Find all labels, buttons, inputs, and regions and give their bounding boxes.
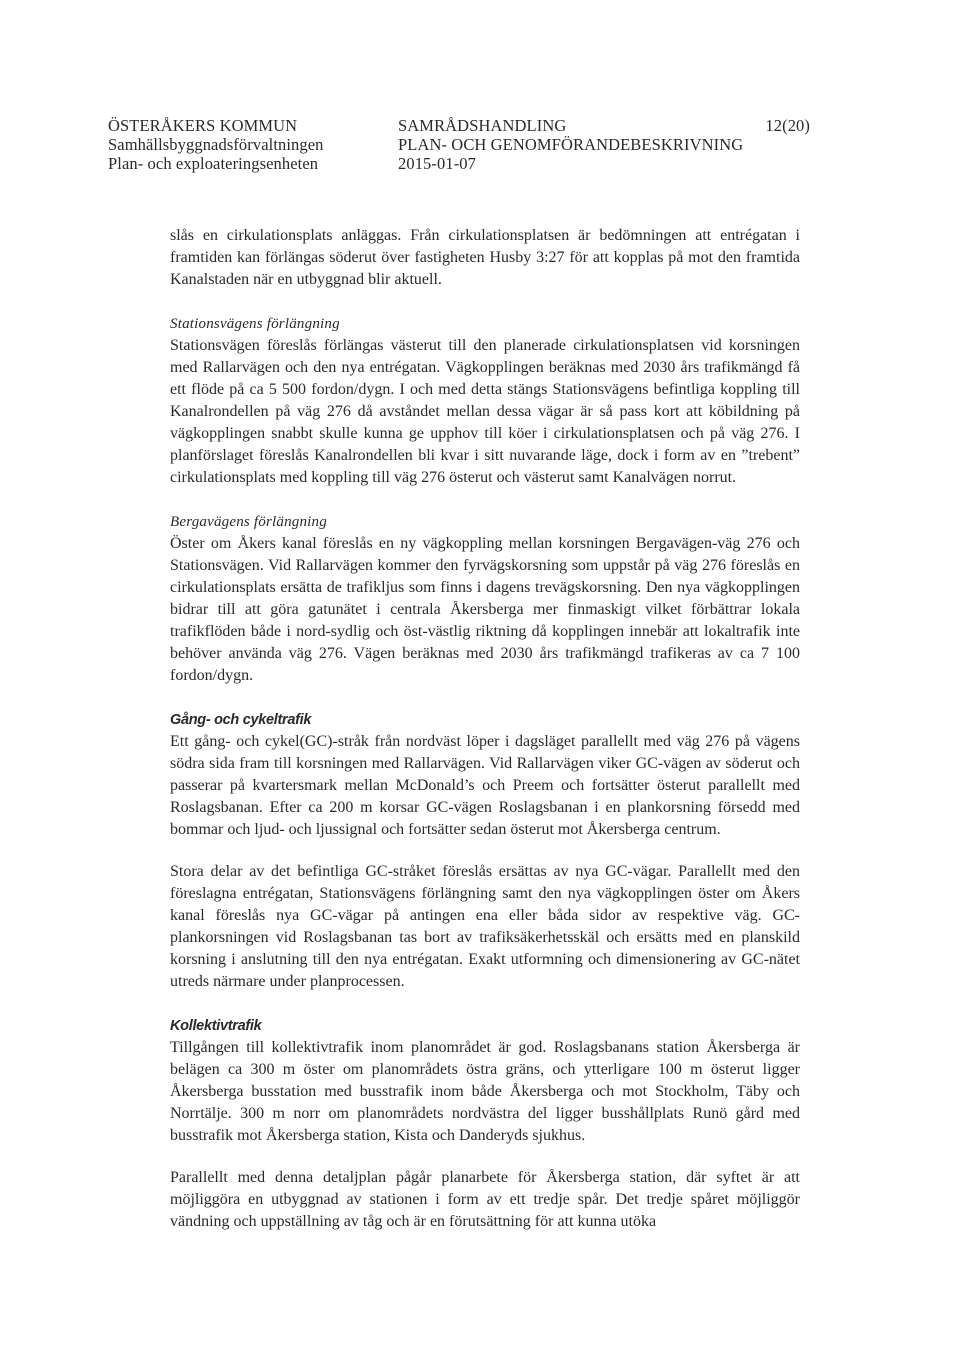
- header-right: [398, 116, 808, 173]
- municipality-name: ÖSTERÅKERS KOMMUN: [108, 116, 298, 135]
- section-heading: Kollektivtrafik: [170, 1018, 262, 1034]
- section-paragraph: Stora delar av det befintliga GC-stråket föreslås ersättas av nya GC-vägar. Parallellt med den föreslagna entrégatan, Stationsvägens förlängning samt den nya vägkopplingen öster om Åkers kanal föreslås nya GC-vägar på antingen ena eller båda sidor av respektive väg. GC-plankorsningen vid Roslagsbanan tas bort av trafiksäkerhetsskäl och ersätts med en planskild korsning i anslutning till den nya entrégatan. Exakt utformning och dimensionering av GC-nätet utreds närmare under planprocessen.: [170, 863, 800, 990]
- document-status: SAMRÅDSHANDLING: [398, 116, 567, 135]
- intro-paragraph: slås en cirkulationsplats anläggas. Från cirkulationsplatsen är bedömningen att entrégatan i framtiden kan förlängas söderut över fastigheten Husby 3:27 för att kopplas på mot den framtida Kanalstaden när en utbyggnad blir aktuell.: [170, 227, 800, 288]
- section-paragraph: Öster om Åkers kanal föreslås en ny vägkoppling mellan korsningen Bergavägen-väg 276 och Stationsvägen. Vid Rallarvägen kommer den fyrvägskorsning som uppstår på väg 276 föreslås en cirkulationsplats ersätta de trafikljus som finns i dagens trevägskorsning. Den nya vägkopplingen bidrar till att göra gatunätet i centrala Åkersberga mer finmaskigt vilket förbättrar lokala trafikflöden både i nord-sydlig och öst-västlig riktning då kopplingen innebär att lokaltrafik inte behöver använda väg 276. Vägen beräknas med 2030 års trafikmängd trafikeras av ca 7 100 fordon/dygn.: [170, 535, 800, 684]
- section-stationsvagen: [170, 313, 800, 489]
- section-heading: Gång- och cykeltrafik: [170, 712, 312, 728]
- paragraph-gap: [170, 841, 800, 861]
- section-bergavagen: [170, 511, 800, 687]
- document-title: PLAN- OCH GENOMFÖRANDEBESKRIVNING: [398, 135, 744, 154]
- header-left: [108, 116, 398, 173]
- page-number: 12(20): [765, 116, 810, 135]
- section-paragraph: Stationsvägen föreslås förlängas västerut till den planerade cirkulationsplatsen vid korsningen med Rallarvägen och den nya entrégatan. Vägkopplingen beräknas med 2030 års trafikmängd få ett flöde på ca 5 500 fordon/dygn. I och med detta stängs Stationsvägens befintliga koppling till Kanalrondellen på väg 276 då avståndet mellan dessa vägar är så pass kort att köbildning på vägkopplingen snabbt skulle kunna ge upphov till köer i cirkulationsplatsen och på väg 276. I planförslaget föreslås Kanalrondellen bli kvar i sitt nuvarande läge, dock i form av en ”trebent” cirkulationsplats med koppling till väg 276 österut och västerut samt Kanalvägen norrut.: [170, 337, 800, 486]
- section-paragraph: Parallellt med denna detaljplan pågår planarbete för Åkersberga station, där syftet är att möjliggöra en utbyggnad av stationen i form av ett tredje spår. Det tredje spåret möjliggör vändning och uppställning av tåg och är en förutsättning för att kunna utöka: [170, 1169, 800, 1230]
- section-heading: Stationsvägens förlängning: [170, 316, 340, 332]
- unit-name: Plan- och exploateringsenheten: [108, 154, 319, 173]
- section-heading: Bergavägens förlängning: [170, 514, 327, 530]
- section-paragraph: Ett gång- och cykel(GC)-stråk från nordväst löper i dagsläget parallellt med väg 276 på vägens södra sida fram till korsningen med Rallarvägen. Vid Rallarvägen viker GC-vägen av söderut och passerar på kvartersmark mellan McDonald’s och Preem och fortsätter österut parallellt med Roslagsbanan. Efter ca 200 m korsar GC-vägen Roslagsbanan i en plankorsning försedd med bommar och ljud- och ljussignal och fortsätter sedan österut mot Åkersberga centrum.: [170, 733, 800, 838]
- document-date: 2015-01-07: [398, 154, 476, 173]
- document-body: [170, 225, 800, 1255]
- department-name: Samhällsbyggnadsförvaltningen: [108, 135, 324, 154]
- section-paragraph: Tillgången till kollektivtrafik inom planområdet är god. Roslagsbanans station Åkersberga är belägen ca 300 m öster om planområdets östra gräns, och ytterligare 100 m österut ligger Åkersberga busstation med busstrafik inom både Åkersberga och mot Stockholm, Täby och Norrtälje. 300 m norr om planområdets nordvästra del ligger busshållplats Runö gård med busstrafik mot Åkersberga station, Kista och Danderyds sjukhus.: [170, 1039, 800, 1144]
- section-gang-cykel: [170, 709, 800, 993]
- paragraph-gap: [170, 1147, 800, 1167]
- section-kollektivtrafik: [170, 1015, 800, 1233]
